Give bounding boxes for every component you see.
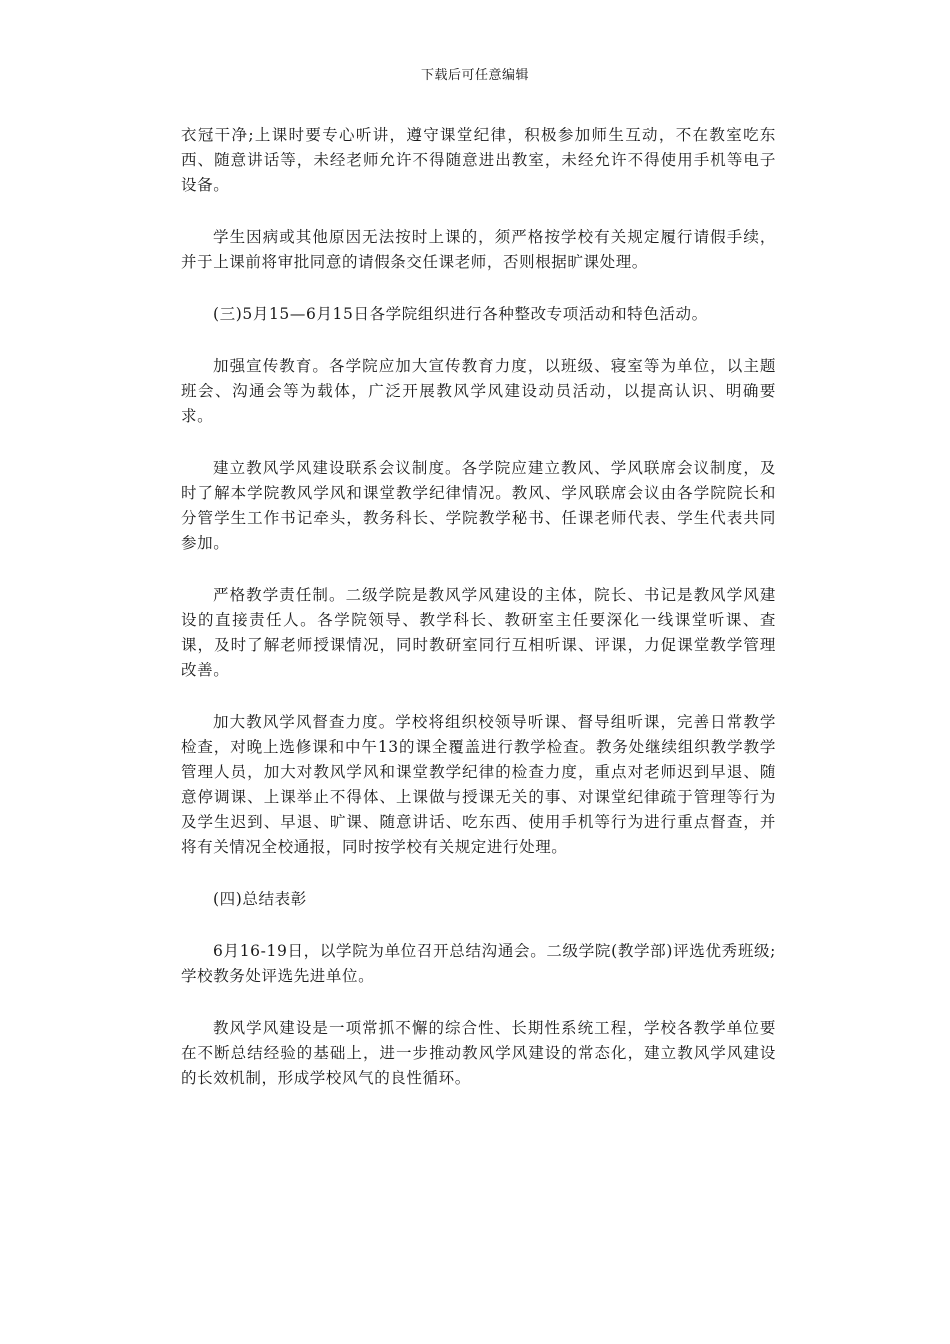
paragraph-leave-request: 学生因病或其他原因无法按时上课的，须严格按学校有关规定履行请假手续，并于上课前将审批同意的请假条交任课老师，否则根据旷课处理。	[181, 228, 776, 271]
paragraph-summary-meeting: 6月16-19日，以学院为单位召开总结沟通会。二级学院(教学部)评选优秀班级;学校教务处评选先进单位。	[181, 942, 776, 985]
paragraph-conclusion: 教风学风建设是一项常抓不懈的综合性、长期性系统工程，学校各教学单位要在不断总结经验的基础上，进一步推动教风学风建设的常态化，建立教风学风建设的长效机制，形成学校风气的良性循环。	[181, 1019, 776, 1087]
paragraph-joint-meeting-system: 建立教风学风建设联系会议制度。各学院应建立教风、学风联席会议制度，及时了解本学院教风学风和课堂教学纪律情况。教风、学风联席会议由各学院院长和分管学生工作书记牵头，教务科长、学院教学秘书、任课老师代表、学生代表共同参加。	[181, 459, 776, 552]
section-heading-four: (四)总结表彰	[213, 890, 307, 908]
paragraph-continuation: 衣冠干净;上课时要专心听讲，遵守课堂纪律，积极参加师生互动，不在教室吃东西、随意讲话等，未经老师允许不得随意进出教室，未经允许不得使用手机等电子设备。	[181, 126, 776, 194]
paragraph-publicity-education: 加强宣传教育。各学院应加大宣传教育力度，以班级、寝室等为单位，以主题班会、沟通会等为载体，广泛开展教风学风建设动员活动，以提高认识、明确要求。	[181, 357, 776, 425]
document-body	[181, 123, 776, 1091]
section-heading-three: (三)5月15—6月15日各学院组织进行各种整改专项活动和特色活动。	[213, 305, 708, 323]
page-header: 下载后可任意编辑	[420, 68, 529, 83]
paragraph-supervision: 加大教风学风督查力度。学校将组织校领导听课、督导组听课，完善日常教学检查，对晚上选修课和中午13的课全覆盖进行教学检查。教务处继续组织教学教学管理人员，加大对教风学风和课堂教学纪律的检查力度，重点对老师迟到早退、随意停调课、上课举止不得体、上课做与授课无关的事、对课堂纪律疏于管理等行为及学生迟到、早退、旷课、随意讲话、吃东西、使用手机等行为进行重点督查，并将有关情况全校通报，同时按学校有关规定进行处理。	[181, 713, 776, 856]
paragraph-teaching-responsibility: 严格教学责任制。二级学院是教风学风建设的主体，院长、书记是教风学风建设的直接责任人。各学院领导、教学科长、教研室主任要深化一线课堂听课、查课，及时了解老师授课情况，同时教研室同行互相听课、评课，力促课堂教学管理改善。	[181, 586, 776, 679]
